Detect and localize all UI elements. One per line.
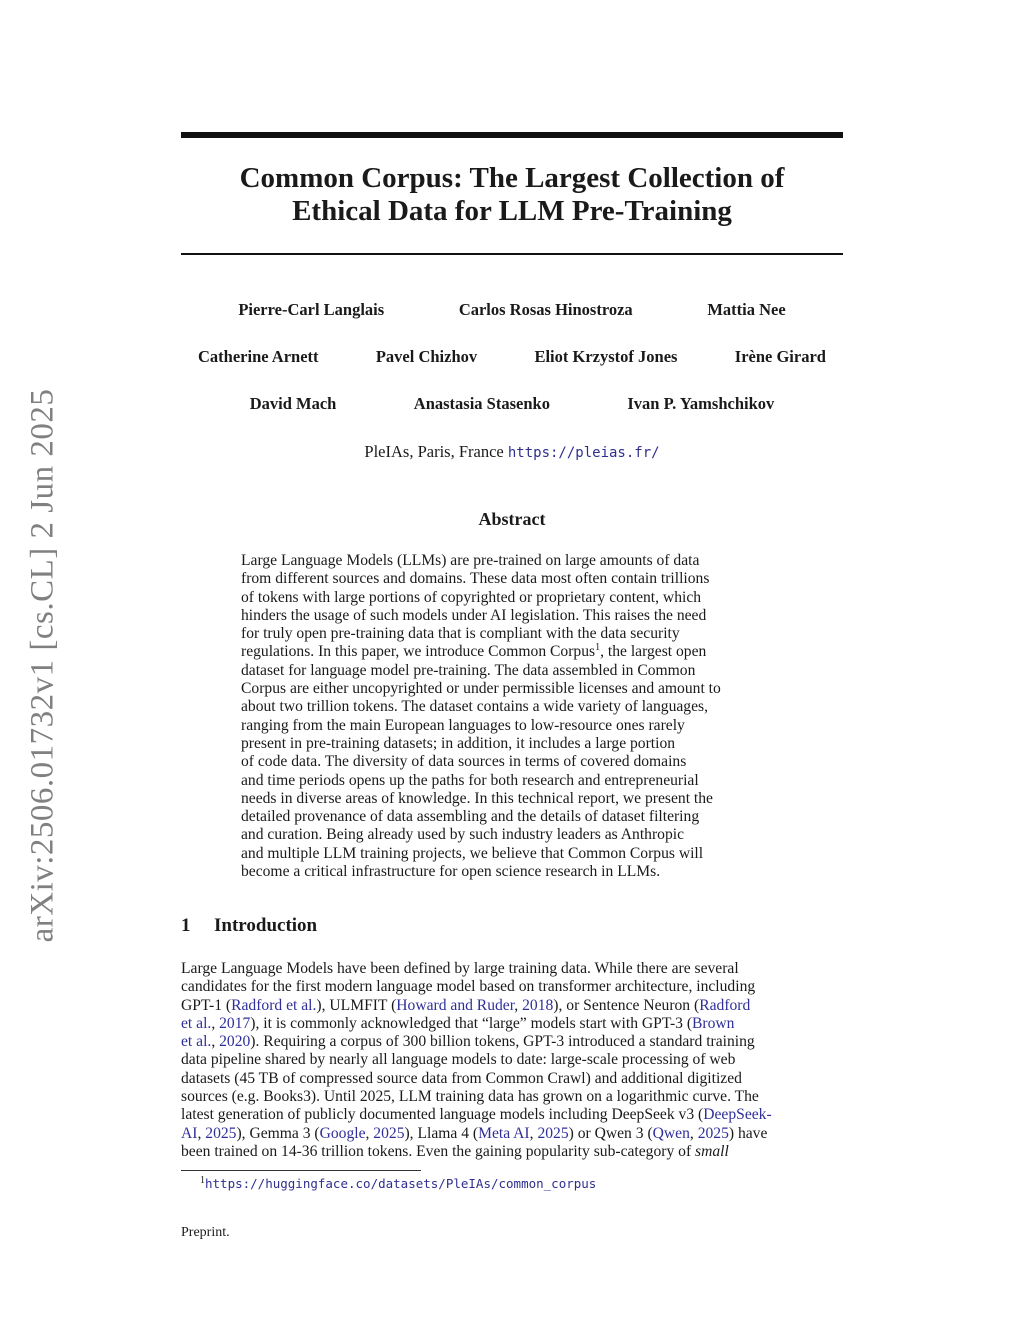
author: David Mach: [249, 394, 337, 413]
footnote-rule: [181, 1170, 421, 1171]
abstract-line: Large Language Models (LLMs) are pre-trained on large amounts of data: [241, 552, 700, 569]
abstract-line: ranging from the main European languages to low-resource ones rarely: [241, 716, 685, 734]
citation-link[interactable]: Radford: [699, 996, 751, 1014]
title-line-1: Common Corpus: The Largest Collection of: [239, 162, 785, 194]
citation-link[interactable]: 2025: [697, 1124, 729, 1142]
citation-link[interactable]: AI: [181, 1124, 198, 1142]
citation-link[interactable]: 2025: [373, 1124, 405, 1142]
abstract-body: [241, 552, 784, 881]
intro-line: data pipeline shared by nearly all language models to date: large-scale processing of web: [181, 1051, 736, 1069]
authors-row-3: [181, 394, 843, 414]
intro-line: candidates for the first modern language model based on transformer architecture, including: [181, 978, 756, 996]
abstract-line: and curation. Being already used by such industry leaders as Anthropic: [241, 826, 685, 844]
author: Pavel Chizhov: [375, 347, 478, 366]
authors-row-2: [181, 347, 843, 367]
footnote-mark[interactable]: 1: [595, 642, 601, 654]
paper-title: [181, 162, 843, 228]
author: Eliot Krzystof Jones: [534, 347, 678, 366]
abstract-line: present in pre-training datasets; in addition, it includes a large portion: [241, 734, 676, 752]
abstract-line: of code data. The diversity of data sources in terms of covered domains: [241, 753, 687, 771]
citation-link[interactable]: Radford et al.: [231, 996, 317, 1014]
intro-line: GPT-1 (Radford et al.), ULMFIT (Howard and Ruder, 2018), or Sentence Neuron (Radford: [181, 996, 751, 1014]
author: Mattia Nee: [707, 300, 786, 319]
abstract-line: of tokens with large portions of copyrighted or proprietary content, which: [241, 588, 702, 606]
author: Carlos Rosas Hinostroza: [458, 300, 633, 319]
citation-link[interactable]: Qwen: [652, 1124, 690, 1142]
author: Catherine Arnett: [198, 347, 319, 366]
intro-line: been trained on 14-36 trillion tokens. Even the gaining popularity sub-category of small: [181, 1142, 729, 1160]
abstract-line: from different sources and domains. These data most often contain trillions: [241, 570, 710, 588]
author: Ivan P. Yamshchikov: [627, 394, 775, 413]
arxiv-identifier: arXiv:2506.01732v1 [cs.CL] 2 Jun 2025: [24, 388, 61, 942]
citation-link[interactable]: et al.: [181, 1014, 212, 1032]
author: Irène Girard: [734, 347, 826, 366]
section-number: 1: [181, 915, 191, 936]
citation-link[interactable]: DeepSeek-: [703, 1106, 772, 1124]
title-bottom-rule: [181, 253, 843, 255]
preprint-label: Preprint.: [181, 1225, 230, 1240]
intro-line: latest generation of publicly documented language models including DeepSeek v3 (DeepSeek-: [181, 1106, 772, 1124]
intro-line: et al., 2017), it is commonly acknowledged that “large” models start with GPT-3 (Brown: [181, 1014, 735, 1032]
citation-link[interactable]: Google: [319, 1124, 366, 1142]
intro-line: AI, 2025), Gemma 3 (Google, 2025), Llama 4 (Meta AI, 2025) or Qwen 3 (Qwen, 2025) have: [181, 1124, 768, 1142]
affiliation-link[interactable]: https://pleias.fr/: [507, 445, 660, 461]
title-top-rule: [181, 132, 843, 138]
citation-link[interactable]: Howard and Ruder: [396, 996, 515, 1014]
citation-link[interactable]: 2025: [537, 1124, 569, 1142]
citation-link[interactable]: 2025: [205, 1124, 237, 1142]
author: Anastasia Stasenko: [413, 394, 550, 413]
abstract-line: dataset for language model pre-training. The data assembled in Common: [241, 661, 696, 679]
abstract-line: needs in diverse areas of knowledge. In this technical report, we present the: [241, 789, 713, 807]
intro-line: Large Language Models have been defined by large training data. While there are several: [181, 960, 739, 977]
footnote-link[interactable]: https://huggingface.co/datasets/PleIAs/common_corpus: [205, 1176, 597, 1191]
footnote-number: 1: [200, 1174, 205, 1186]
author: Pierre-Carl Langlais: [238, 300, 385, 319]
intro-line: et al., 2020). Requiring a corpus of 300 billion tokens, GPT-3 introduced a standard training: [181, 1033, 755, 1051]
abstract-line: Corpus are either uncopyrighted or under permissible licenses and amount to: [241, 680, 721, 698]
title-line-2: Ethical Data for LLM Pre-Training: [292, 195, 732, 227]
abstract-line: regulations. In this paper, we introduce Common Corpus$^1$, the largest open: [241, 642, 707, 661]
section-title: Introduction: [214, 915, 318, 936]
footnote: [200, 1176, 596, 1191]
abstract-line: about two trillion tokens. The dataset contains a wide variety of languages,: [241, 698, 708, 716]
abstract-line: and time periods opens up the paths for both research and entrepreneurial: [241, 771, 699, 789]
affiliation: [181, 442, 843, 462]
abstract-line: detailed provenance of data assembling and the details of dataset filtering: [241, 808, 700, 826]
citation-link[interactable]: Meta AI: [478, 1124, 530, 1142]
abstract-line: and multiple LLM training projects, we believe that Common Corpus will: [241, 844, 704, 862]
citation-link[interactable]: 2017: [219, 1014, 251, 1032]
intro-line: datasets (45 TB of compressed source data from Common Crawl) and additional digitized: [181, 1069, 742, 1087]
abstract-line: hinders the usage of such models under AI legislation. This raises the need: [241, 606, 707, 624]
affiliation-text: PleIAs, Paris, France: [364, 442, 504, 461]
authors-row-1: [181, 300, 843, 320]
abstract-line: for truly open pre-training data that is compliant with the data security: [241, 625, 680, 643]
intro-line: sources (e.g. Books3). Until 2025, LLM training data has grown on a logarithmic curve. The: [181, 1088, 759, 1106]
section-heading: [181, 915, 317, 937]
citation-link[interactable]: Brown: [692, 1014, 735, 1032]
citation-link[interactable]: 2020: [219, 1033, 251, 1051]
abstract-line: become a critical infrastructure for open science research in LLMs.: [241, 863, 661, 881]
citation-link[interactable]: 2018: [522, 996, 554, 1014]
introduction-body: [181, 960, 843, 1161]
citation-link[interactable]: et al.: [181, 1033, 212, 1051]
abstract-heading: Abstract: [478, 509, 546, 529]
